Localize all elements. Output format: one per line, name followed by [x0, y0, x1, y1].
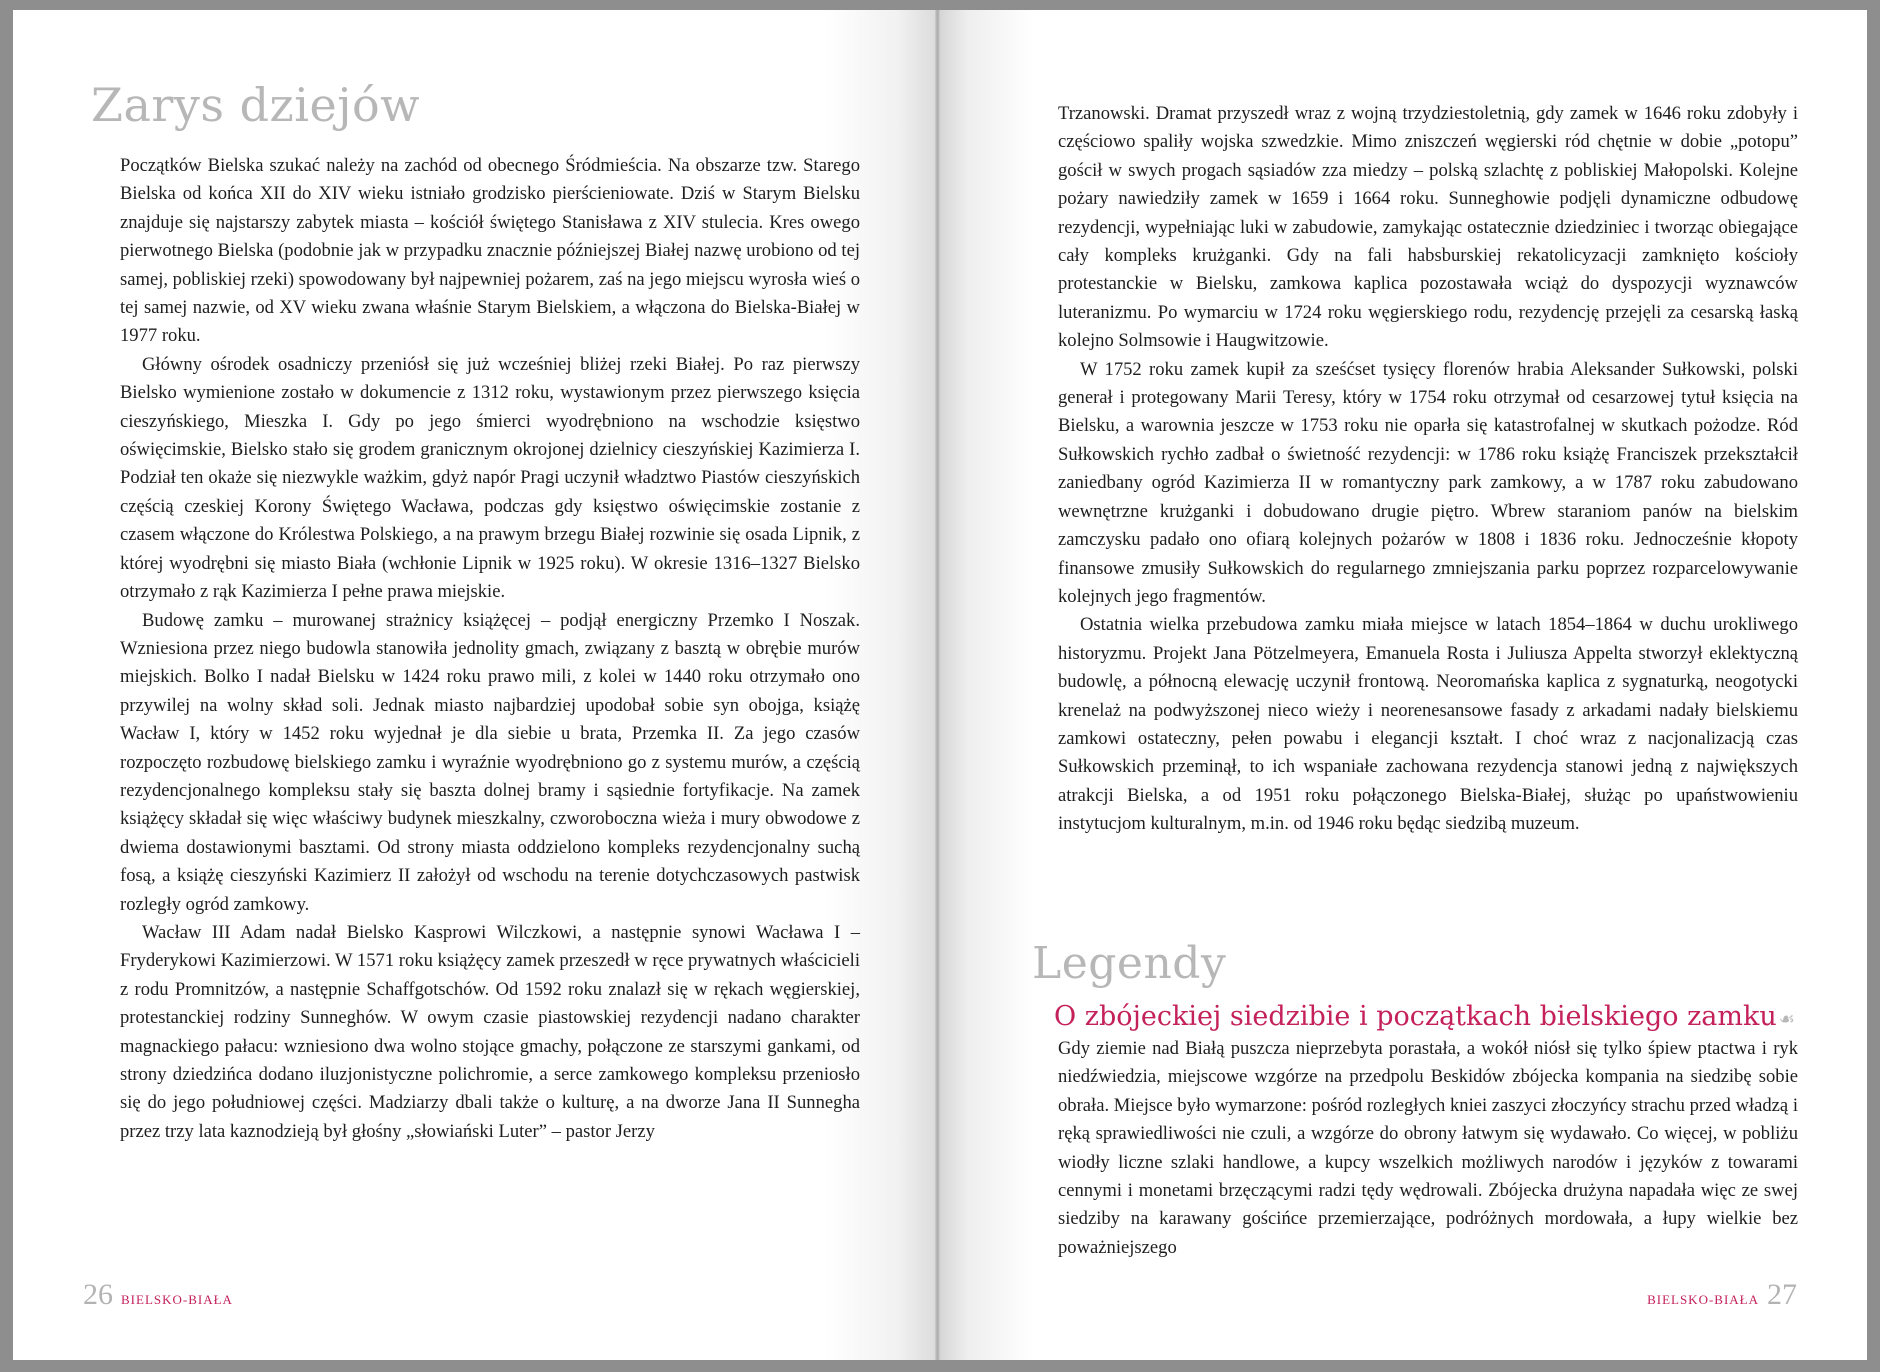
paragraph: Gdy ziemie nad Białą puszcza nieprzebyta porastała, a wokół niósł się tylko śpiew ptactwa i ryk niedźwiedzia, miejscowe wzgórze na przedpolu Beskidów zbójecka kompania na siedzibę sobie obrała. Miejsce było wymarzone: pośród rozległych kniei zaszyci złoczyńcy strachu przed władzą i ręką sprawiedliwości nie czuli, a wzgórze do obrony łatwym się wydawało. Co więcej, w pobliżu wiodły liczne szlaki handlowe, a kupcy wszelkich możliwych narodów i języków z towarami cennymi i monetami brzęczącymi radzi tędy wędrowali. Zbójecka drużyna napadała więc ze swej siedziby na karawany gościńce przemierzające, podróżnych mordowała, a łupy wielkie bez poważniejszego — [1058, 1038, 1798, 1258]
page-heading-legendy: Legendy — [1032, 938, 1227, 989]
paragraph: Budowę zamku – murowanej strażnicy książęcej – podjął energiczny Przemko I Noszak. Wzniesiona przez niego budowla stanowiła jednolity gmach, związany z basztą w obrębie murów miejskich. Bolko I nadał Bielsku w 1424 roku prawo mili, z kolei w 1440 roku otrzymało ono przywilej na wolny skład soli. Jednak miasto najbardziej upodobał sobie syn obojga, książę Wacław I, który w 1452 roku wyjednał je dla siebie u brata, Przemka II. Za jego czasów rozpoczęto rozbudowę bielskiego zamku i wyraźnie wyodrębniono go z systemu murów, a częścią rezydencjonalnego kompleksu stały się baszta dolnej bramy i sąsiednie fortyfikacje. Na zamek książęcy składał się więc właściwy budynek mieszkalny, czworoboczna wieża i mury obwodowe z dwiema dostawionymi basztami. Od strony miasta oddzielono kompleks rezydencjonalny suchą fosą, a książę cieszyński Kazimierz II założył od wschodu na terenie dotychczasowych pastwisk rozległy ogród zamkowy. — [120, 609, 860, 915]
paragraph: W 1752 roku zamek kupił za sześćset tysięcy florenów hrabia Aleksander Sułkowski, polski generał i protegowany Marii Teresy, który w 1754 roku otrzymał od cesarzowej tytuł księcia na Bielsku, a warownia jeszcze w 1753 roku nie oparła się katastrofalnej w skutkach pożodze. Ród Sułkowskich rychło zadbał o świetność rezydencji: w 1786 roku książę Franciszek przekształcił zaniedbany ogród Kazimierza II w romantyczny park zamkowy, a w 1787 roku zabudowano wewnętrzne krużganki i dobudowano drugie piętro. Wbrew staraniom panów na bielskim zamczysku padało ono ofiarą kolejnych pożarów w 1808 i 1836 roku. Jednocześnie kłopoty finansowe zmusiły Sułkowskich do regularnego zmniejszania parku poprzez rozparcelowywanie kolejnych jego fragmentów. — [1058, 358, 1798, 607]
page-number: 27 — [1767, 1278, 1797, 1311]
legend-subheading-text: O zbójeckiej siedzibie i początkach bielskiego zamku — [1054, 1001, 1777, 1032]
left-text-column — [120, 152, 860, 1146]
running-head: BIELSKO-BIAŁA — [121, 1292, 233, 1307]
paragraph: Wacław III Adam nadał Bielsko Kasprowi Wilczkowi, a następnie synowi Wacława I – Fryderykowi Kazimierzowi. W 1571 roku książęcy zamek przeszedł w ręce prywatnych właścicieli z rodu Promnitzów, a następnie Schaffgotschów. Od 1592 roku znalazł się w rękach węgierskiej, protestanckiej rodziny Sunneghów. W owym czasie piastowskiej rezydencji nadano charakter magnackiego pałacu: wzniesiono dwa wolno stojące gmachy, połączone ze starszymi gankami, od strony dziedzińca dodano iluzjonistyczne polichromie, a serce zamkowego kompleksu przeniosło się do jego południowej części. Madziarzy dbali także o kulturę, a na dworze Jana II Sunnegha przez trzy lata kaznodzieją był głośny „słowiański Luter” – pastor Jerzy — [120, 921, 860, 1142]
paragraph: Główny ośrodek osadniczy przeniósł się już wcześniej bliżej rzeki Białej. Po raz pierwszy Bielsko wymienione zostało w dokumencie z 1312 roku, wystawionym przez pierwszego księcia cieszyńskiego, Mieszka I. Gdy po jego śmierci wyodrębniono na wschodzie księstwo oświęcimskie, Bielsko stało się grodem granicznym okrojonej dzielnicy cieszyńskiej Kazimierza I. Podział ten okaże się niezwykle ważkim, gdyż napór Pragi uczynił władztwo Piastów cieszyńskich częścią czeskiej Korony Świętego Wacława, podczas gdy księstwo oświęcimskie zostanie z czasem włączone do Królestwa Polskiego, a na prawym brzegu Białej rozwinie się osada Lipnik, z której wyodrębni się miasto Biała (wchłonie Lipnik w 1925 roku). W okresie 1316–1327 Bielsko otrzymało z rąk Kazimierza I pełne prawa miejskie. — [120, 353, 860, 603]
paragraph: Początków Bielska szukać należy na zachód od obecnego Śródmieścia. Na obszarze tzw. Starego Bielska od końca XII do XIV wieku istniało grodzisko pierścieniowate. Dziś w Starym Bielsku znajduje się najstarszy zabytek miasta – kościół świętego Stanisława z XIV stulecia. Kres owego pierwotnego Bielska (podobnie jak w przypadku znacznie późniejszej Białej nazwę urobiono od tej samej, pobliskiej rzeki) spowodowany był najpewniej pożarem, zaś na jego miejscu wyrosła wieś o tej samej nazwie, od XV wieku zwana właśnie Starym Bielskiem, a włączona do Bielska-Białej w 1977 roku. — [120, 155, 860, 347]
page-heading-zarys: Zarys dziejów — [91, 78, 421, 132]
folio-left — [83, 1278, 233, 1312]
left-page — [13, 10, 935, 1360]
right-text-column — [1058, 100, 1798, 839]
page-number: 26 — [83, 1278, 113, 1311]
legend-text-column — [1058, 1035, 1798, 1262]
folio-right — [1647, 1278, 1797, 1312]
paragraph: Ostatnia wielka przebudowa zamku miała miejsce w latach 1854–1864 w duchu urokliwego historyzmu. Projekt Jana Pötzelmeyera, Emanuela Rosta i Juliusza Appelta stworzył eklektyczną budowlę, a północną elewację uczynił frontową. Neoromańska kaplica z sygnaturką, neogotycki krenelaż na podwyższonej nieco wieży i neorenesansowe fasady z arkadami nadały bielskiemu zamkowi ostateczny, pełen powabu i elegancji kształt. I choć wraz z nacjonalizacją czas Sułkowskich przeminął, to ich wspaniałe zachowana rezydencja stanowi jedną z największych atrakcji Bielska, a od 1951 roku połączonego Bielska-Białej, służąc po upaństwowieniu instytucjom kulturalnym, m.in. od 1946 roku będąc siedzibą muzeum. — [1058, 614, 1798, 835]
right-page — [940, 10, 1867, 1360]
legend-subheading — [1054, 1001, 1795, 1032]
leaf-ornament-icon: ☙ — [1778, 1009, 1795, 1030]
running-head: BIELSKO-BIAŁA — [1647, 1292, 1759, 1307]
paragraph: Trzanowski. Dramat przyszedł wraz z wojną trzydziestoletnią, gdy zamek w 1646 roku zdobyły i częściowo spaliły wojska szwedzkie. Mimo zniszczeń węgierski ród chętnie w dobie „potopu” gościł w swych progach sąsiadów zza miedzy – polską szlachtę z pobliskiej Małopolski. Kolejne pożary nawiedziły zamek w 1659 i 1664 roku. Sunneghowie podjęli dynamiczne odbudowę rezydencji, wypełniając luki w zabudowie, zamykając ostatecznie dziedziniec i tworząc obiegające cały kompleks krużganki. Gdy na fali habsburskiej rekatolicyzacji zamknięto kościoły protestanckie w Bielsku, zamkowa kaplica pozostawała wciąż do dyspozycji wyznawców luteranizmu. Po wymarciu w 1724 roku węgierskiego rodu, rezydencję przejęli za cesarską łaską kolejno Solmsowie i Haugwitzowie. — [1058, 103, 1798, 352]
